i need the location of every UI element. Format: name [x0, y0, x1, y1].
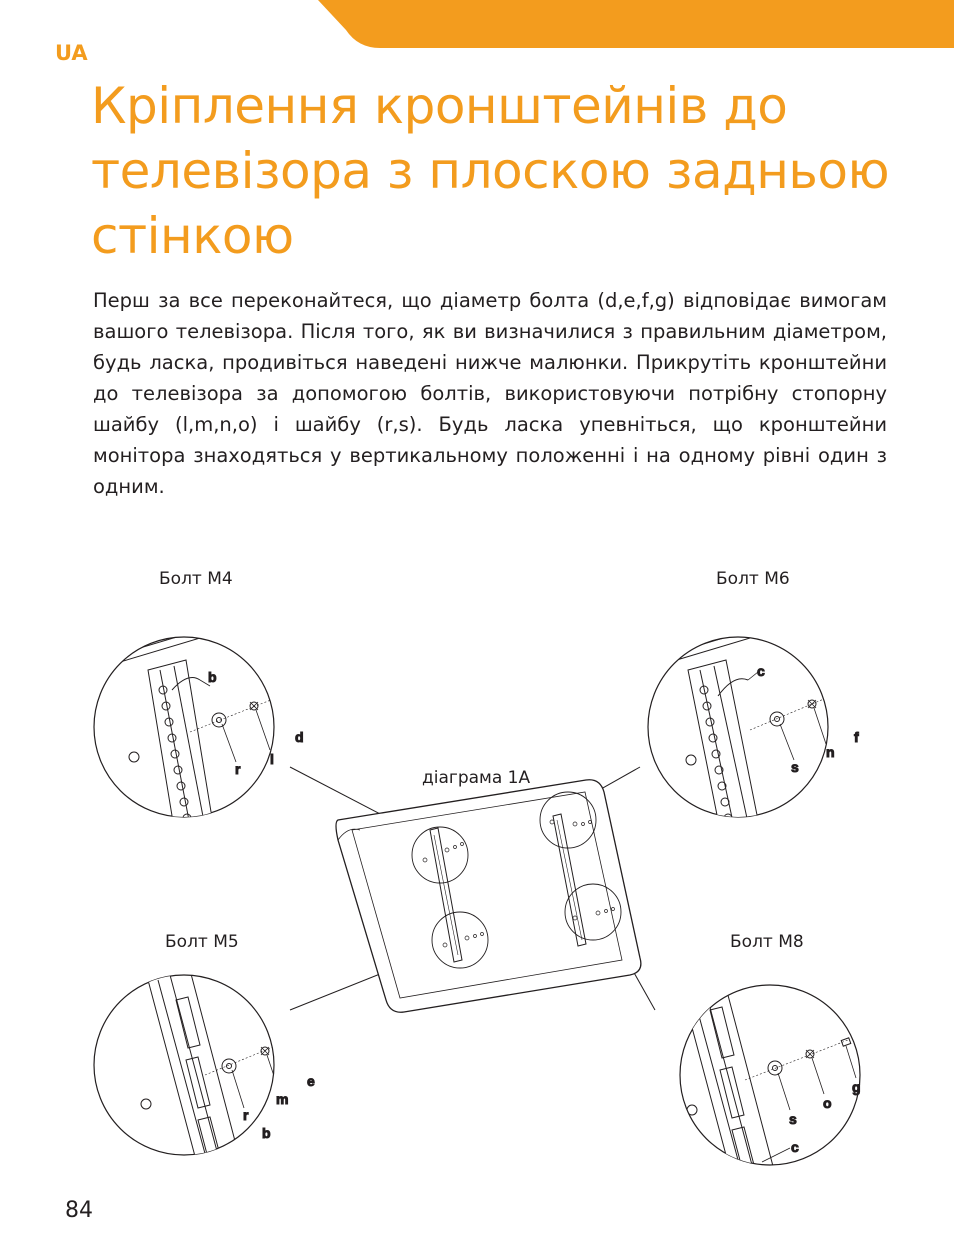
caption-bolt-m6: Болт M6 — [716, 569, 790, 589]
caption-bolt-m4: Болт M4 — [159, 569, 233, 589]
part-label: o — [823, 1095, 832, 1111]
detail-bolt-m5 — [94, 970, 315, 1175]
page-number: 84 — [65, 1198, 93, 1223]
part-label: n — [826, 744, 835, 760]
part-label: m — [276, 1091, 289, 1107]
part-label: d — [295, 729, 304, 745]
part-label: r — [235, 761, 241, 777]
part-label: s — [789, 1111, 797, 1127]
part-label: e — [307, 1073, 315, 1089]
detail-bolt-m6 — [648, 600, 859, 840]
part-label: s — [791, 759, 799, 775]
part-label: c — [791, 1139, 799, 1155]
instruction-paragraph: Перш за все переконайтеся, що діаметр болта (d,e,f,g) відповідає вимогам вашого телевізора. Після того, як ви визначилися з правильним діаметром, будь ласка, продивіться наведені нижче малюнки. Прикрутіть кронштейни до телевізора за допомогою болтів, використовуючи потрібну стопорну шайбу (l,m,n,o) і шайбу (r,s). Будь ласка упевніться, що кронштейни монітора знаходяться у вертикальному положенні і на одному рівні один з одним. — [93, 289, 887, 498]
part-label: b — [262, 1125, 271, 1141]
caption-bolt-m8: Болт M8 — [730, 932, 804, 952]
caption-diagram-1a: діаграма 1А — [422, 768, 531, 788]
language-code: UA — [55, 41, 88, 65]
part-label: c — [757, 663, 765, 679]
page-title: Кріплення кронштейнів до телевізора з плоскою задньою стінкою — [91, 77, 890, 265]
part-label: g — [852, 1079, 861, 1095]
part-label: l — [270, 751, 274, 767]
part-label: f — [854, 729, 859, 745]
detail-bolt-m8 — [680, 980, 861, 1185]
part-label: r — [243, 1107, 249, 1123]
caption-bolt-m5: Болт M5 — [165, 932, 239, 952]
detail-bolt-m4 — [94, 600, 304, 840]
part-label: b — [208, 669, 217, 685]
